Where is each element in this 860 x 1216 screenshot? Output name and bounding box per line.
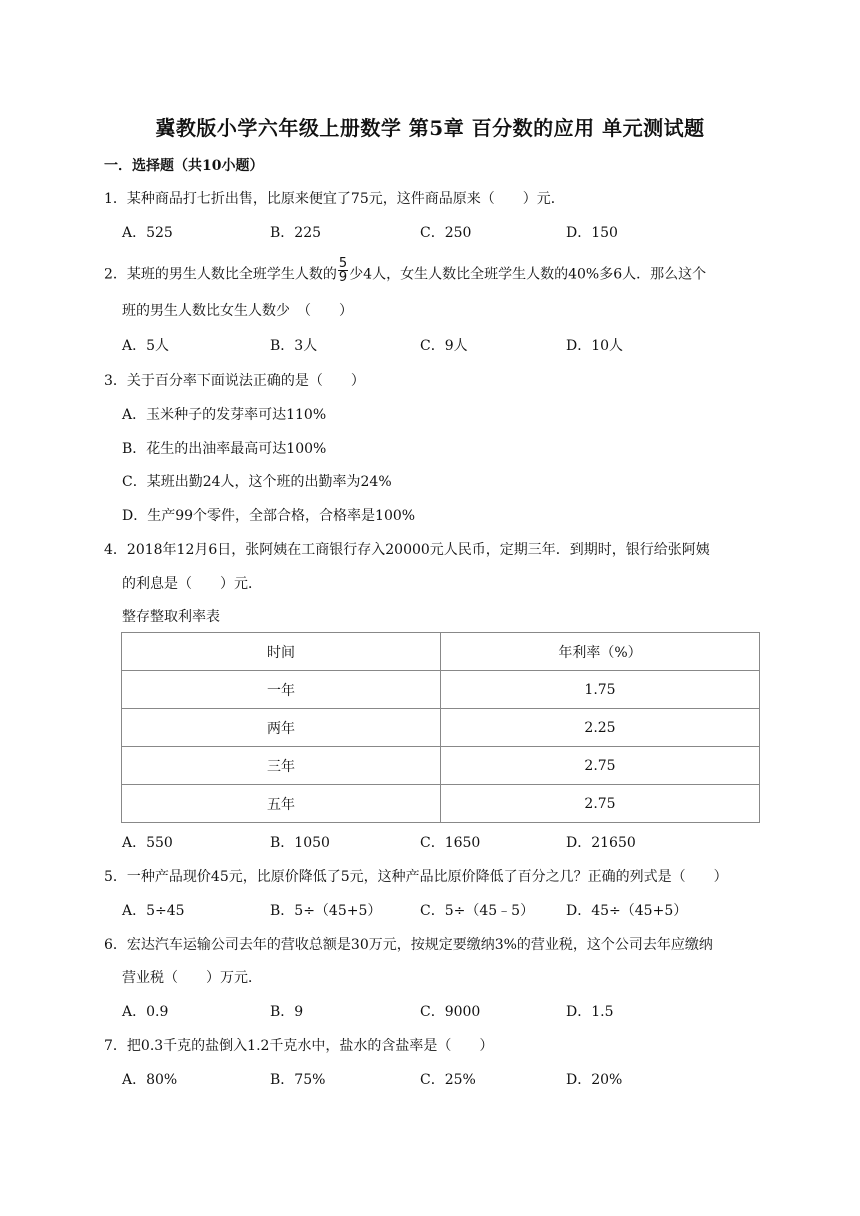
table-cell: 两年 (122, 709, 441, 747)
table-cell: 五年 (122, 785, 441, 823)
option-c: C．5÷（45﹣5） (420, 903, 535, 919)
question-2-text (104, 256, 707, 288)
question-5-options (122, 900, 722, 920)
fraction-denominator: 9 (338, 270, 348, 285)
option-b: B．75% (270, 1072, 326, 1088)
option-d: D．150 (566, 225, 618, 241)
option-c: C．1650 (420, 835, 481, 851)
table-cell: 一年 (122, 671, 441, 709)
option-a: A．525 (122, 225, 173, 241)
option-b: B．3人 (270, 338, 318, 354)
table-row (122, 747, 760, 785)
option-c: C．某班出勤24人，这个班的出勤率为24% (122, 474, 392, 490)
table-row (122, 709, 760, 747)
fraction (338, 257, 348, 284)
option-a: A．0.9 (122, 1004, 169, 1020)
table-row (122, 785, 760, 823)
table-header-row (122, 633, 760, 671)
option-a: A．5人 (122, 338, 170, 354)
fraction-numerator: 5 (338, 256, 348, 271)
option-c: C．25% (420, 1072, 476, 1088)
section-heading: 一．选择题（共10小题） (104, 158, 264, 174)
question-6-text: 6．宏达汽车运输公司去年的营收总额是30万元，按规定要缴纳3%的营业税，这个公司去年应缴纳 (104, 937, 713, 953)
table-header-cell: 年利率（%） (441, 633, 760, 671)
option-b: B．1050 (270, 835, 330, 851)
option-c: C．9人 (420, 338, 468, 354)
option-a: A．玉米种子的发芽率可达110% (122, 407, 327, 423)
table-cell: 2.75 (441, 785, 760, 823)
option-d: D．10人 (566, 338, 624, 354)
option-c: C．9000 (420, 1004, 481, 1020)
option-d: D．20% (566, 1072, 623, 1088)
table-caption: 整存整取利率表 (122, 609, 220, 625)
question-4-options (122, 832, 722, 852)
option-b: B．225 (270, 225, 322, 241)
table-cell: 2.75 (441, 747, 760, 785)
option-b: B．花生的出油率最高可达100% (122, 441, 327, 457)
question-2-text-before: 2．某班的男生人数比全班学生人数的 (104, 266, 337, 283)
question-2-options (122, 335, 722, 355)
question-4-text: 4．2018年12月6日，张阿姨在工商银行存入20000元人民币，定期三年．到期时，银行给张阿姨 (104, 542, 710, 558)
question-2-text-after: 少4人，女生人数比全班学生人数的40%多6人．那么这个 (349, 266, 707, 283)
option-d: D．1.5 (566, 1004, 614, 1020)
question-3-text: 3．关于百分率下面说法正确的是（ ） (104, 373, 365, 389)
table-cell: 2.25 (441, 709, 760, 747)
option-b: B．5÷（45+5） (270, 903, 382, 919)
question-5-text: 5．一种产品现价45元，比原价降低了5元，这种产品比原价降低了百分之几？正确的列式是（ ） (104, 869, 728, 885)
question-6-options (122, 1001, 722, 1021)
table-cell: 三年 (122, 747, 441, 785)
option-c: C．250 (420, 225, 472, 241)
table-cell: 1.75 (441, 671, 760, 709)
question-1-options (122, 222, 722, 242)
option-a: A．550 (122, 835, 173, 851)
table-header-cell: 时间 (122, 633, 441, 671)
option-a: A．5÷45 (122, 903, 185, 919)
question-1-text: 1．某种商品打七折出售，比原来便宜了75元，这件商品原来（ ）元． (104, 191, 565, 207)
option-d: D．生产99个零件，全部合格，合格率是100% (122, 508, 416, 524)
question-7-text: 7．把0.3千克的盐倒入1.2千克水中，盐水的含盐率是（ ） (104, 1038, 494, 1054)
option-d: D．45÷（45+5） (566, 903, 688, 919)
table-row (122, 671, 760, 709)
page-title: 冀教版小学六年级上册数学 第5章 百分数的应用 单元测试题 (155, 116, 705, 140)
option-a: A．80% (122, 1072, 178, 1088)
option-b: B．9 (270, 1004, 304, 1020)
question-7-options (122, 1069, 722, 1089)
option-d: D．21650 (566, 835, 636, 851)
question-2-text-line2: 班的男生人数比女生人数少 （ ） (122, 303, 353, 319)
interest-rate-table (121, 632, 760, 823)
question-6-text-line2: 营业税（ ）万元． (122, 970, 262, 986)
question-4-text-line2: 的利息是（ ）元． (122, 576, 262, 592)
